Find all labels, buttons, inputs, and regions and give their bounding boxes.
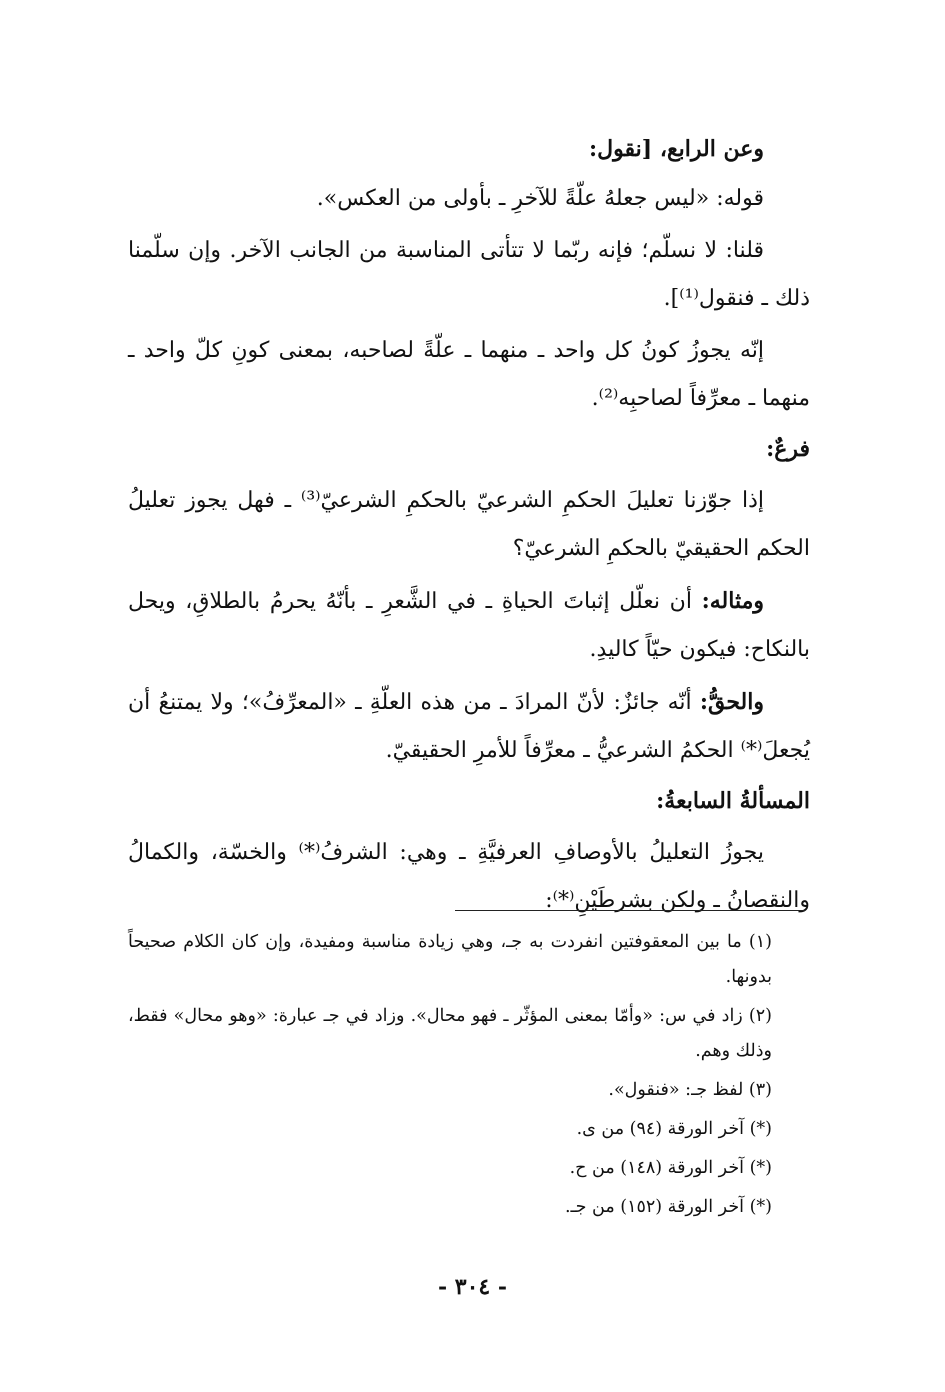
paragraph-7-body: أنّه جائزٌ: لأنّ المرادَ ـ من هذه العلّةِ ـ «المعرِّفُ»؛ ولا يمتنعُ أن يُجعلَ⁽*⁾ الحكمُ الشرعيُّ ـ معرِّفاً للأمرِ الحقيقيّ.: [128, 690, 810, 763]
footnote-4: (*) آخر الورقة (٩٤) من ى.: [576, 1119, 772, 1139]
paragraph-7: [128, 678, 810, 775]
paragraph-6-lead: ومثاله:: [701, 588, 764, 614]
paragraph-6-body: أن نعلّل إثباتَ الحياةِ ـ في الشَّعرِ ـ بأنّهُ يحرمُ بالطلاقِ، ويحل بالنكاح: فيكون حيّاً كاليدِ.: [128, 589, 810, 662]
paragraph-4: إنّه يجوزُ كونُ كل واحد ـ منهما ـ علّةً لصاحبه، بمعنى كونِ كلّ واحد ـ منهما ـ معرِّفاً لصاحبِه⁽²⁾.: [128, 338, 810, 411]
footnote-5: (*) آخر الورقة (١٤٨) من ح.: [569, 1158, 772, 1178]
footnote-1: (١) ما بين المعقوفتين انفردت به جـ، وهي زيادة مناسبة ومفيدة، وإن كان الكلام صحيحاً بدونها.: [128, 932, 772, 987]
page-number: - ٣٠٤ -: [437, 1274, 508, 1300]
text-line-2: قوله: «ليس جعلهُ علّةً للآخرِ ـ بأولى من العكس».: [316, 186, 764, 211]
footnote-3: (٣) لفظ جـ: «فنقول».: [608, 1080, 772, 1100]
paragraph-5: إذا جوّزنا تعليلَ الحكمِ الشرعيّ بالحكمِ الشرعيّ⁽³⁾ ـ فهل يجوز تعليلُ الحكم الحقيقيّ بالحكمِ الشرعيّ؟: [128, 488, 810, 561]
main-text: [128, 125, 810, 927]
footnotes: [128, 925, 810, 1229]
paragraph-6: [128, 577, 810, 674]
paragraph-8: يجوزُ التعليلُ بالأوصافِ العرفيَّةِ ـ وهي: الشرفُ⁽*⁾ والخسّة، والكمالُ والنقصانُ ـ ولكن بشرطَيْنِ⁽*⁾:: [128, 840, 810, 913]
footnote-6: (*) آخر الورقة (١٥٢) من جـ.: [564, 1197, 772, 1217]
heading-masala: المسألةُ السابعةُ:: [656, 788, 810, 814]
text-line-1: وعن الرابع، [نقول:: [589, 136, 764, 162]
heading-far: فرعٌ:: [766, 436, 810, 462]
footnote-2: (٢) زاد في س: «وأمّا بمعنى المؤثّر ـ فهو محال». وزاد في جـ عبارة: «وهو محال» فقط، وذلك وهم.: [128, 1006, 772, 1061]
footnote-divider: [455, 910, 805, 911]
paragraph-7-lead: والحقُّ:: [699, 689, 764, 715]
paragraph-3: قلنا: لا نسلّم؛ فإنه ربّما لا تتأتى المناسبة من الجانب الآخر. وإن سلّمنا ذلك ـ فنقول⁽¹⁾].: [128, 238, 810, 311]
